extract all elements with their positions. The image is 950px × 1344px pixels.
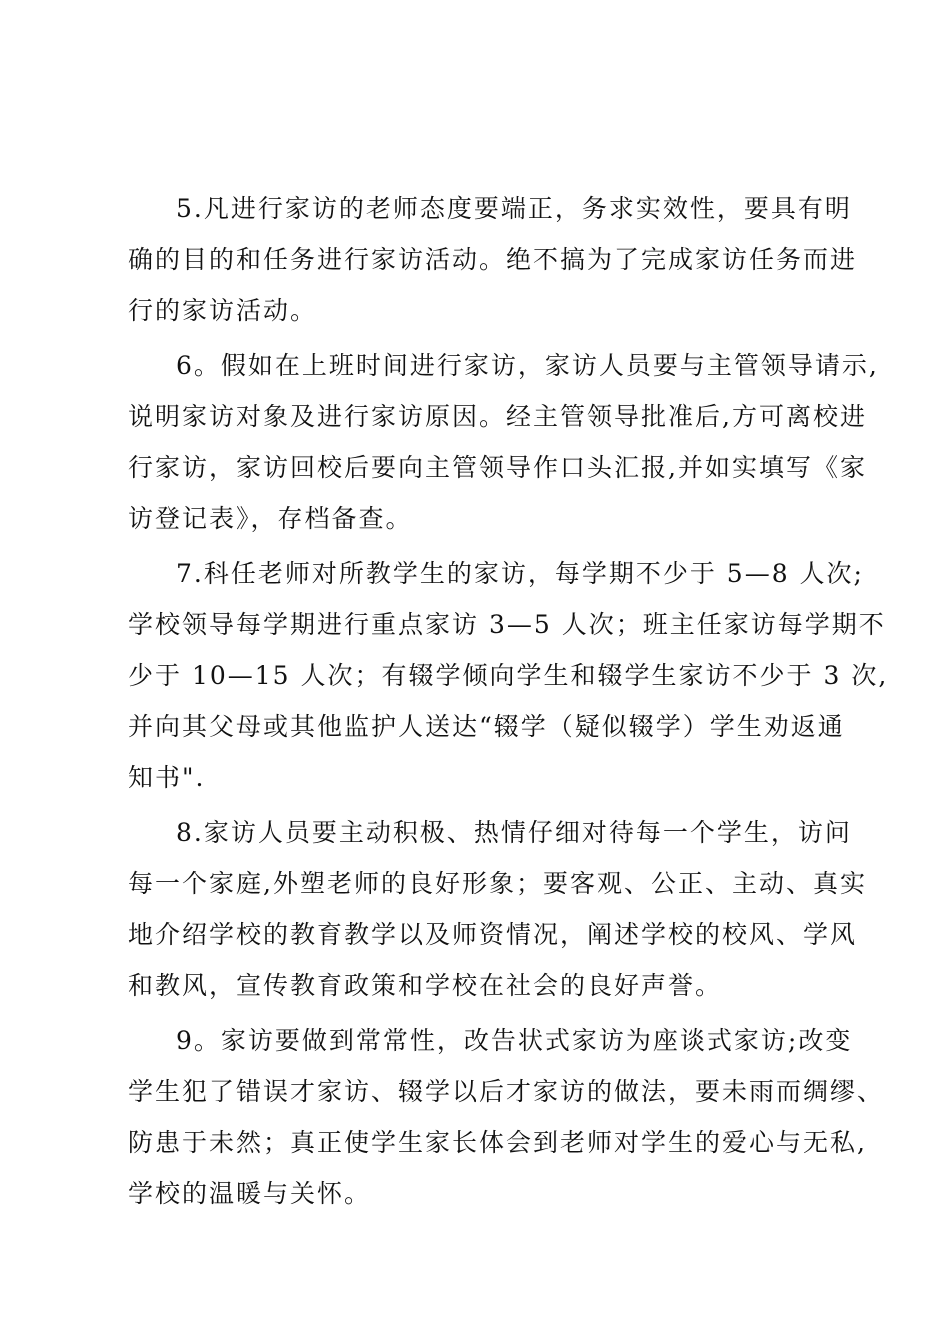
text-line: 和教风，宣传教育政策和学校在社会的良好声誉。: [128, 971, 723, 1000]
text-line: 访登记表》，存档备查。: [128, 504, 413, 533]
text-line: 7.科任老师对所教学生的家访，每学期不少于 5—8 人次;: [176, 559, 864, 588]
text-line: 学校领导每学期进行重点家访 3—5 人次；班主任家访每学期不: [128, 610, 886, 639]
text-line: 学生犯了错误才家访、辍学以后才家访的做法，要未雨而绸缪、: [128, 1077, 885, 1106]
text-line: 并向其父母或其他监护人送达“辍学（疑似辍学）学生劝返通: [128, 712, 845, 741]
text-line: 8.家访人员要主动积极、热情仔细对待每一个学生，访问: [176, 818, 852, 847]
text-line: 确的目的和任务进行家访活动。绝不搞为了完成家访任务而进: [128, 245, 858, 274]
paragraph-8: [128, 807, 867, 1011]
paragraph-5: [128, 183, 858, 336]
paragraph-9: [128, 1015, 885, 1219]
document-body: [128, 183, 889, 1223]
text-line: 行的家访活动。: [128, 296, 318, 325]
text-line: 9。家访要做到常常性，改告状式家访为座谈式家访;改变: [176, 1026, 853, 1055]
paragraph-7: [128, 548, 889, 803]
text-line: 少于 10—15 人次；有辍学倾向学生和辍学生家访不少于 3 次,: [128, 661, 889, 690]
text-line: 行家访，家访回校后要向主管领导作口头汇报,并如实填写《家: [128, 453, 867, 482]
text-line: 学校的温暖与关怀。: [128, 1179, 372, 1208]
paragraph-6: [128, 340, 879, 544]
text-line: 6。假如在上班时间进行家访，家访人员要与主管领导请示,: [176, 351, 879, 380]
text-line: 5.凡进行家访的老师态度要端正，务求实效性，要具有明: [176, 194, 852, 223]
text-line: 说明家访对象及进行家访原因。经主管领导批准后,方可离校进: [128, 402, 867, 431]
text-line: 地介绍学校的教育教学以及师资情况，阐述学校的校风、学风: [128, 920, 858, 949]
text-line: 知书".: [128, 763, 206, 792]
text-line: 每一个家庭,外塑老师的良好形象；要客观、公正、主动、真实: [128, 869, 867, 898]
text-line: 防患于未然；真正使学生家长体会到老师对学生的爱心与无私,: [128, 1128, 867, 1157]
